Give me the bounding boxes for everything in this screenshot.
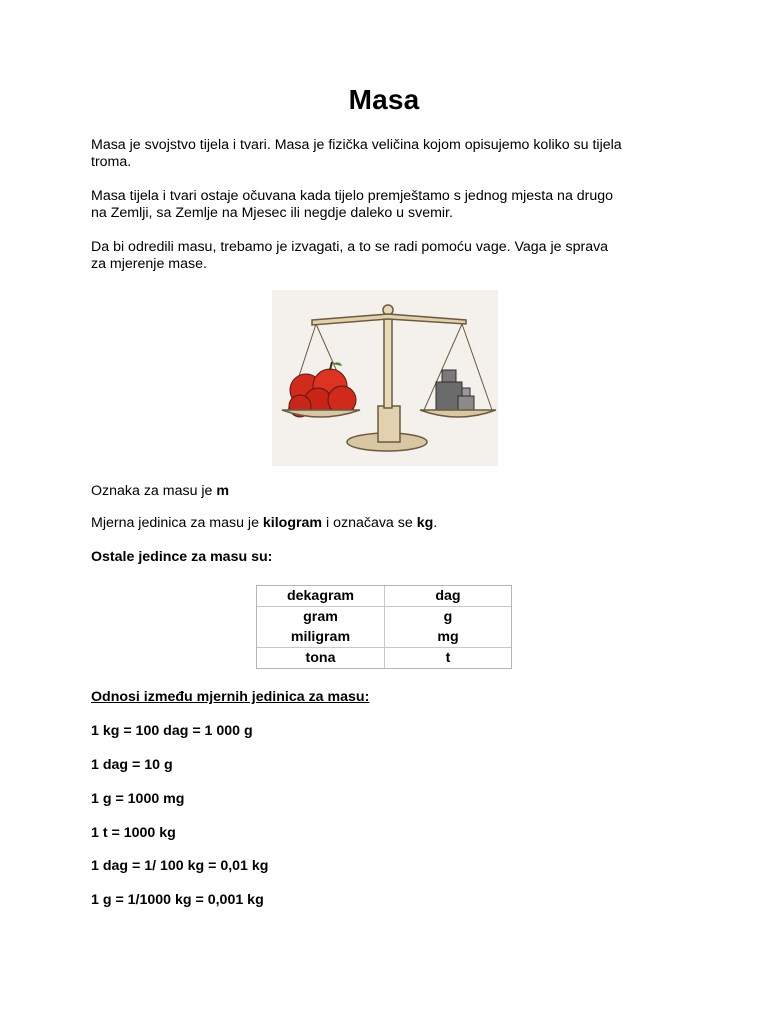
paragraph-conservation: [91, 188, 691, 222]
unit-suffix: .: [433, 515, 438, 531]
relation-line: 1 g = 1000 mg: [91, 791, 185, 807]
unit-middle: i označava se: [322, 515, 417, 531]
relation-line: 1 dag = 1/ 100 kg = 0,01 kg: [91, 858, 269, 874]
paragraph-line: Masa tijela i tvari ostaje očuvana kada tijelo premještamo s jednog mjesta na drugo: [91, 188, 614, 204]
table-row: [257, 586, 511, 606]
unit-abbr-cell: t: [384, 647, 511, 668]
balance-scale-icon: [272, 290, 498, 466]
table-row: [257, 647, 511, 668]
relation-line: 1 kg = 100 dag = 1 000 g: [91, 723, 253, 739]
relation-line: 1 t = 1000 kg: [91, 825, 176, 841]
paragraph-scale: [91, 239, 691, 273]
mass-symbol: m: [216, 483, 230, 499]
unit-abbr-cell: g: [384, 606, 511, 627]
paragraph-line: za mjerenje mase.: [91, 256, 207, 272]
unit-abbr-cell: dag: [384, 586, 511, 606]
unit-name-cell: dekagram: [286, 588, 355, 604]
symbol-line: [91, 483, 229, 500]
symbol-prefix: Oznaka za masu je: [91, 483, 217, 499]
unit-abbr-cell: mg: [384, 627, 511, 647]
other-units-heading: Ostale jedince za masu su:: [91, 549, 273, 565]
paragraph-definition: [91, 137, 691, 171]
relation-line: 1 dag = 10 g: [91, 757, 173, 773]
relation-line: 1 g = 1/1000 kg = 0,001 kg: [91, 892, 264, 908]
unit-name-cell: miligram: [290, 629, 351, 645]
unit-name-cell: gram: [257, 606, 384, 627]
table-row: [257, 606, 511, 627]
units-table: [256, 585, 512, 669]
unit-name: kilogram: [262, 515, 323, 531]
balance-scale-illustration: [272, 290, 498, 466]
relations-heading: Odnosi između mjernih jedinica za masu:: [91, 689, 370, 705]
unit-abbr: kg: [416, 515, 434, 531]
paragraph-line: Da bi odredili masu, trebamo je izvagati, a to se radi pomoću vage. Vaga je sprava: [91, 239, 609, 255]
unit-line: [91, 515, 437, 532]
table-row: [257, 627, 511, 647]
paragraph-line: Masa je svojstvo tijela i tvari. Masa je fizička veličina kojom opisujemo koliko su tijela: [91, 137, 622, 153]
paragraph-line: na Zemlji, sa Zemlje na Mjesec ili negdje daleko u svemir.: [91, 205, 453, 221]
paragraph-line: troma.: [91, 154, 132, 170]
unit-name-cell: tona: [257, 647, 384, 668]
page-title: Masa: [348, 84, 420, 115]
unit-prefix: Mjerna jedinica za masu je: [91, 515, 263, 531]
